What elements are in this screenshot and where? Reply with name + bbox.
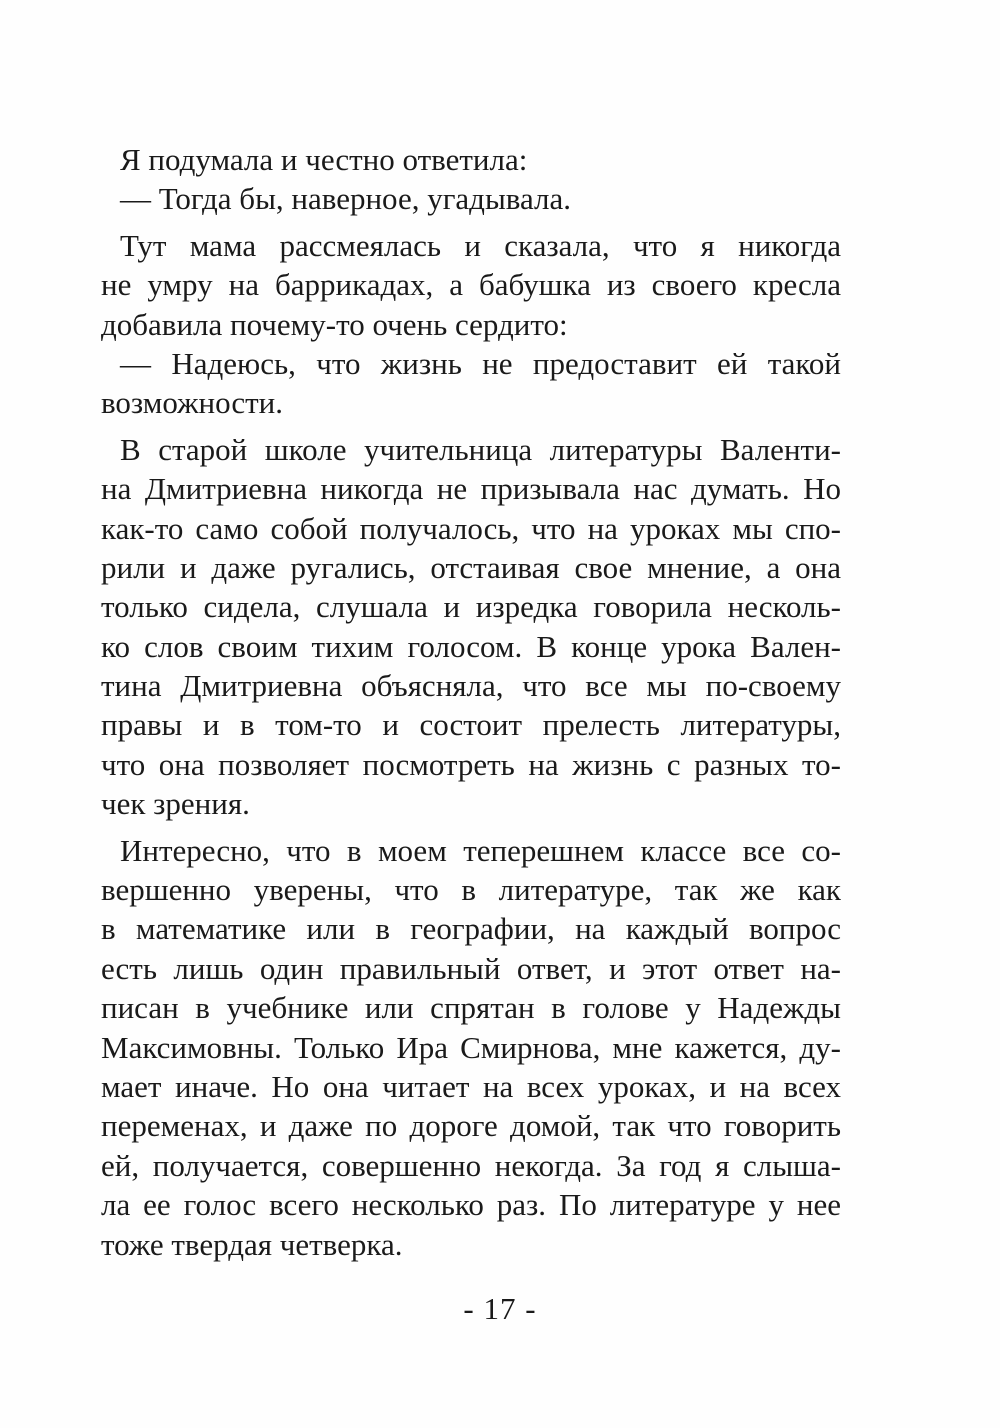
text-line: В старой школе учительница литературы Валенти- [120,431,841,467]
text-line: — Тогда бы, наверное, угадывала. [120,181,572,217]
text-line: что она позволяет посмотреть на жизнь с разных то- [101,746,841,782]
text-line: Максимовны. Только Ира Смирнова, мне кажется, ду- [101,1029,841,1065]
text-line: — Надеюсь, что жизнь не предоставит ей такой [120,345,841,381]
text-line: в математике или в географии, на каждый вопрос [101,911,841,947]
page-text [101,140,841,1264]
text-line: есть лишь один правильный ответ, и этот ответ на- [101,950,841,986]
text-line: переменах, и даже по дороге домой, так что говорить [101,1108,841,1144]
text-line: тина Дмитриевна объясняла, что все мы по-своему [101,668,841,704]
text-line: не умру на баррикадах, а бабушка из своего кресла [101,267,841,303]
text-line: Я подумала и честно ответила: [120,142,528,177]
text-line: добавила почему-то очень сердито: [101,306,568,342]
text-line: рили и даже ругались, отстаивая свое мнение, а она [101,549,841,585]
text-line: на Дмитриевна никогда не призывала нас думать. Но [101,471,841,507]
paragraph-gap [101,423,841,430]
text-line: чек зрения. [101,786,250,822]
page-number: - 17 - [463,1291,537,1326]
paragraph-gap [101,824,841,831]
text-line: Тут мама рассмеялась и сказала, что я никогда [120,227,841,263]
text-line: только сидела, слушала и изредка говорила несколь- [101,589,841,625]
text-line: мает иначе. Но она читает на всех уроках, и на всех [101,1068,841,1104]
text-line: правы и в том-то и состоит прелесть литературы, [101,707,841,743]
paragraph-gap [101,219,841,226]
text-line: писан в учебнике или спрятан в голове у Надежды [101,990,841,1026]
text-line: Интересно, что в моем теперешнем классе все со- [120,832,841,868]
text-line: вершенно уверены, что в литературе, так же как [101,872,841,908]
text-line: ла ее голос всего несколько раз. По литературе у нее [101,1187,841,1223]
text-line: возможности. [101,385,284,421]
text-line: ко слов своим тихим голосом. В конце урока Вален- [101,628,841,664]
text-line: ей, получается, совершенно некогда. За год я слыша- [101,1147,841,1183]
text-line: как-то само собой получалось, что на уроках мы спо- [101,510,841,546]
text-line: тоже твердая четверка. [101,1226,403,1262]
